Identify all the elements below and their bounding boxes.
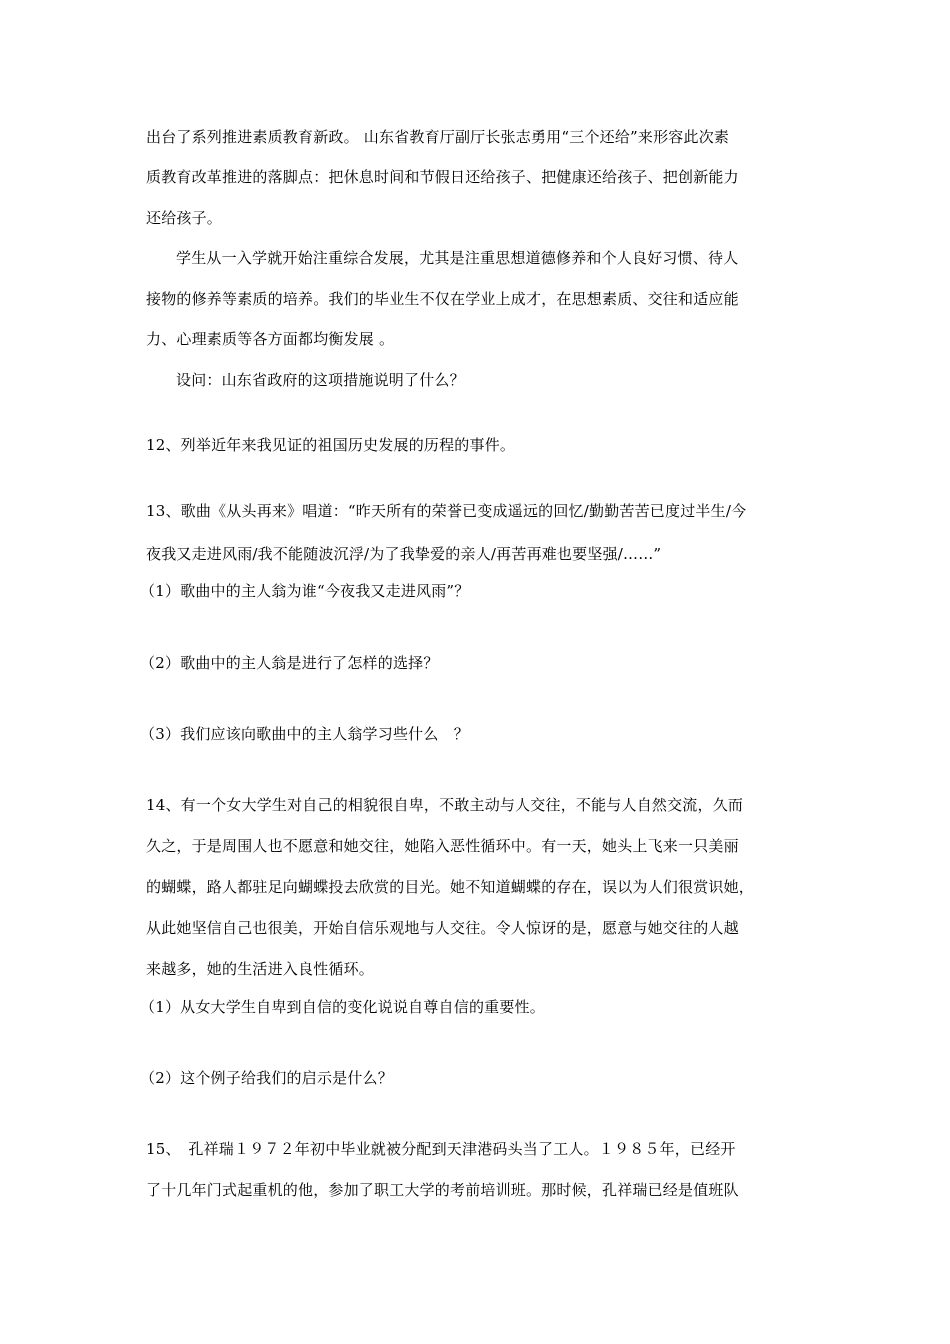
sub-question: （3）我们应该向歌曲中的主人翁学习些什么 ？ [140,725,469,743]
paragraph-line: 夜我又走进风雨/我不能随波沉浮/为了我挚爱的亲人/再苦再难也要坚强/……” [146,545,662,563]
question-14: 14、有一个女大学生对自己的相貌很自卑，不敢主动与人交往，不能与人自然交流，久而 [146,796,744,814]
sub-question: （2）这个例子给我们的启示是什么？ [140,1069,393,1087]
question-12: 12、列举近年来我见证的祖国历史发展的历程的事件。 [146,436,516,454]
sub-question: （2）歌曲中的主人翁是进行了怎样的选择？ [140,654,439,672]
question-15: 15、 孔祥瑞１９７２年初中毕业就被分配到天津港码头当了工人。１９８５年，已经开 [146,1140,736,1158]
paragraph-line: 学生从一入学就开始注重综合发展，尤其是注重思想道德修养和个人良好习惯、待人 [176,249,739,267]
paragraph-line: 了十几年门式起重机的他，参加了职工大学的考前培训班。那时候，孔祥瑞已经是值班队 [146,1181,739,1199]
sub-question: （1）歌曲中的主人翁为谁“今夜我又走进风雨”？ [140,582,470,600]
paragraph-line: 来越多，她的生活进入良性循环。 [146,960,375,978]
question-13: 13、歌曲《从头再来》唱道：“昨天所有的荣誉已变成遥远的回忆/勤勤苦苦已度过半生/今 [146,502,747,520]
paragraph-line: 从此她坚信自己也很美，开始自信乐观地与人交往。令人惊讶的是，愿意与她交往的人越 [146,919,739,937]
paragraph-line: 力、心理素质等各方面都均衡发展 。 [146,330,395,348]
paragraph-line: 的蝴蝶，路人都驻足向蝴蝶投去欣赏的目光。她不知道蝴蝶的存在，误以为人们很赏识她， [146,878,755,896]
paragraph-line: 还给孩子。 [146,209,223,227]
paragraph-line: 出台了系列推进素质教育新政。 山东省教育厅副厅长张志勇用“三个还给”来形容此次素 [146,128,730,146]
paragraph-line: 质教育改革推进的落脚点：把休息时间和节假日还给孩子、把健康还给孩子、把创新能力 [146,168,739,186]
paragraph-line: 久之，于是周围人也不愿意和她交往，她陷入恶性循环中。有一天，她头上飞来一只美丽 [146,837,739,855]
sub-question: （1）从女大学生自卑到自信的变化说说自尊自信的重要性。 [140,998,545,1016]
question-prompt: 设问：山东省政府的这项措施说明了什么？ [176,371,465,389]
paragraph-line: 接物的修养等素质的培养。我们的毕业生不仅在学业上成才，在思想素质、交往和适应能 [146,290,739,308]
